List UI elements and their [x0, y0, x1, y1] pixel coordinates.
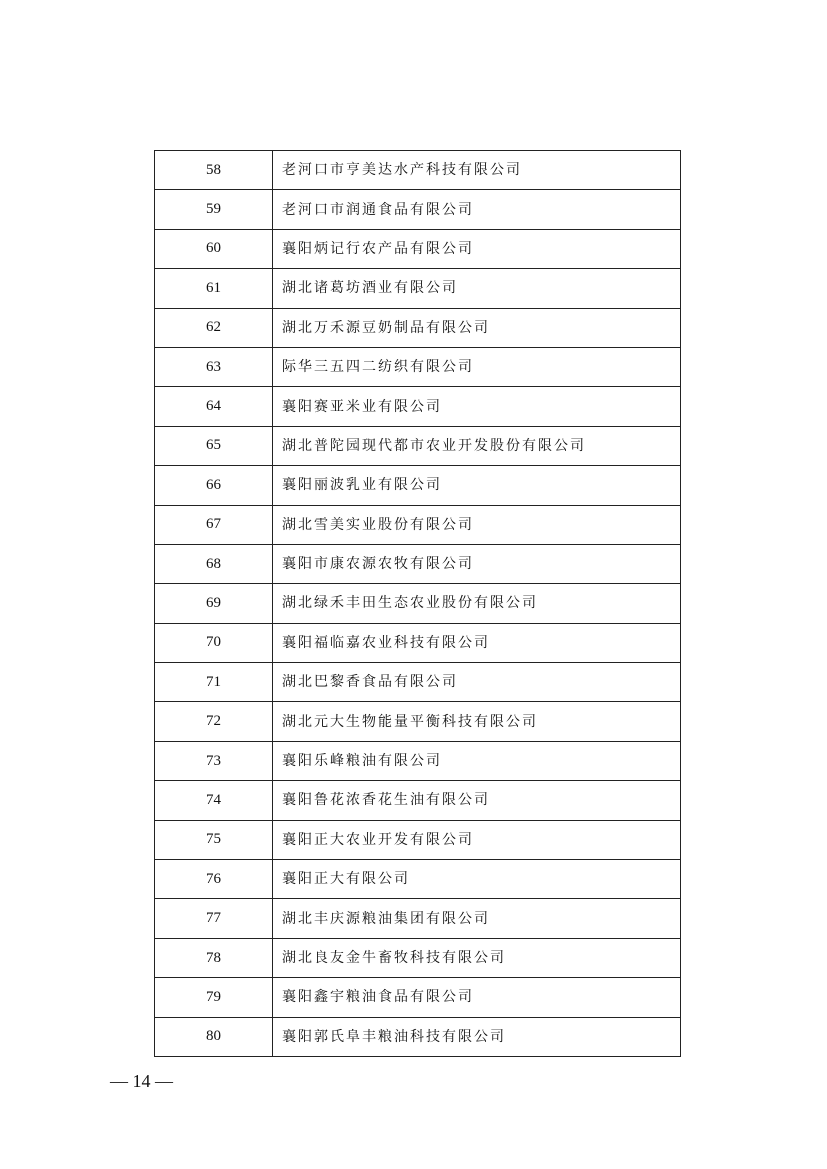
company-name: 襄阳炳记行农产品有限公司 [273, 229, 681, 268]
table-row [155, 387, 681, 426]
row-number: 68 [155, 544, 273, 583]
table-row [155, 938, 681, 977]
company-name: 湖北丰庆源粮油集团有限公司 [273, 899, 681, 938]
company-name: 湖北万禾源豆奶制品有限公司 [273, 308, 681, 347]
row-number: 69 [155, 584, 273, 623]
company-name: 襄阳市康农源农牧有限公司 [273, 544, 681, 583]
company-name: 湖北雪美实业股份有限公司 [273, 505, 681, 544]
row-number: 65 [155, 426, 273, 465]
company-name: 襄阳赛亚米业有限公司 [273, 387, 681, 426]
table-row [155, 741, 681, 780]
table-row [155, 347, 681, 386]
company-name: 襄阳福临嘉农业科技有限公司 [273, 623, 681, 662]
table-row [155, 466, 681, 505]
row-number: 62 [155, 308, 273, 347]
row-number: 79 [155, 978, 273, 1017]
row-number: 75 [155, 820, 273, 859]
row-number: 71 [155, 663, 273, 702]
table-row [155, 151, 681, 190]
table-row [155, 269, 681, 308]
table-row [155, 820, 681, 859]
table-row [155, 623, 681, 662]
row-number: 78 [155, 938, 273, 977]
company-name: 襄阳乐峰粮油有限公司 [273, 741, 681, 780]
table-row [155, 1017, 681, 1056]
company-name: 湖北巴黎香食品有限公司 [273, 663, 681, 702]
company-name: 湖北诸葛坊酒业有限公司 [273, 269, 681, 308]
company-name: 湖北元大生物能量平衡科技有限公司 [273, 702, 681, 741]
table-row [155, 663, 681, 702]
company-name: 襄阳鲁花浓香花生油有限公司 [273, 781, 681, 820]
company-name: 湖北良友金牛畜牧科技有限公司 [273, 938, 681, 977]
table-row [155, 860, 681, 899]
row-number: 80 [155, 1017, 273, 1056]
company-name: 老河口市润通食品有限公司 [273, 190, 681, 229]
row-number: 61 [155, 269, 273, 308]
row-number: 58 [155, 151, 273, 190]
row-number: 70 [155, 623, 273, 662]
company-name: 老河口市亨美达水产科技有限公司 [273, 151, 681, 190]
row-number: 67 [155, 505, 273, 544]
table-row [155, 544, 681, 583]
table-row [155, 229, 681, 268]
company-name: 襄阳郭氏阜丰粮油科技有限公司 [273, 1017, 681, 1056]
row-number: 76 [155, 860, 273, 899]
company-name: 湖北绿禾丰田生态农业股份有限公司 [273, 584, 681, 623]
company-name: 襄阳正大农业开发有限公司 [273, 820, 681, 859]
table-row [155, 505, 681, 544]
row-number: 64 [155, 387, 273, 426]
row-number: 66 [155, 466, 273, 505]
row-number: 72 [155, 702, 273, 741]
row-number: 74 [155, 781, 273, 820]
table-row [155, 899, 681, 938]
company-table [154, 150, 681, 1057]
company-name: 湖北普陀园现代都市农业开发股份有限公司 [273, 426, 681, 465]
company-name: 襄阳鑫宇粮油食品有限公司 [273, 978, 681, 1017]
row-number: 73 [155, 741, 273, 780]
row-number: 77 [155, 899, 273, 938]
company-name: 际华三五四二纺织有限公司 [273, 347, 681, 386]
row-number: 59 [155, 190, 273, 229]
company-name: 襄阳丽波乳业有限公司 [273, 466, 681, 505]
company-name: 襄阳正大有限公司 [273, 860, 681, 899]
row-number: 63 [155, 347, 273, 386]
table-row [155, 702, 681, 741]
table-row [155, 190, 681, 229]
table-row [155, 584, 681, 623]
page-number: — 14 — [110, 1071, 173, 1091]
table-row [155, 781, 681, 820]
table-row [155, 308, 681, 347]
table-row [155, 978, 681, 1017]
table-row [155, 426, 681, 465]
table-body [155, 151, 681, 1057]
row-number: 60 [155, 229, 273, 268]
